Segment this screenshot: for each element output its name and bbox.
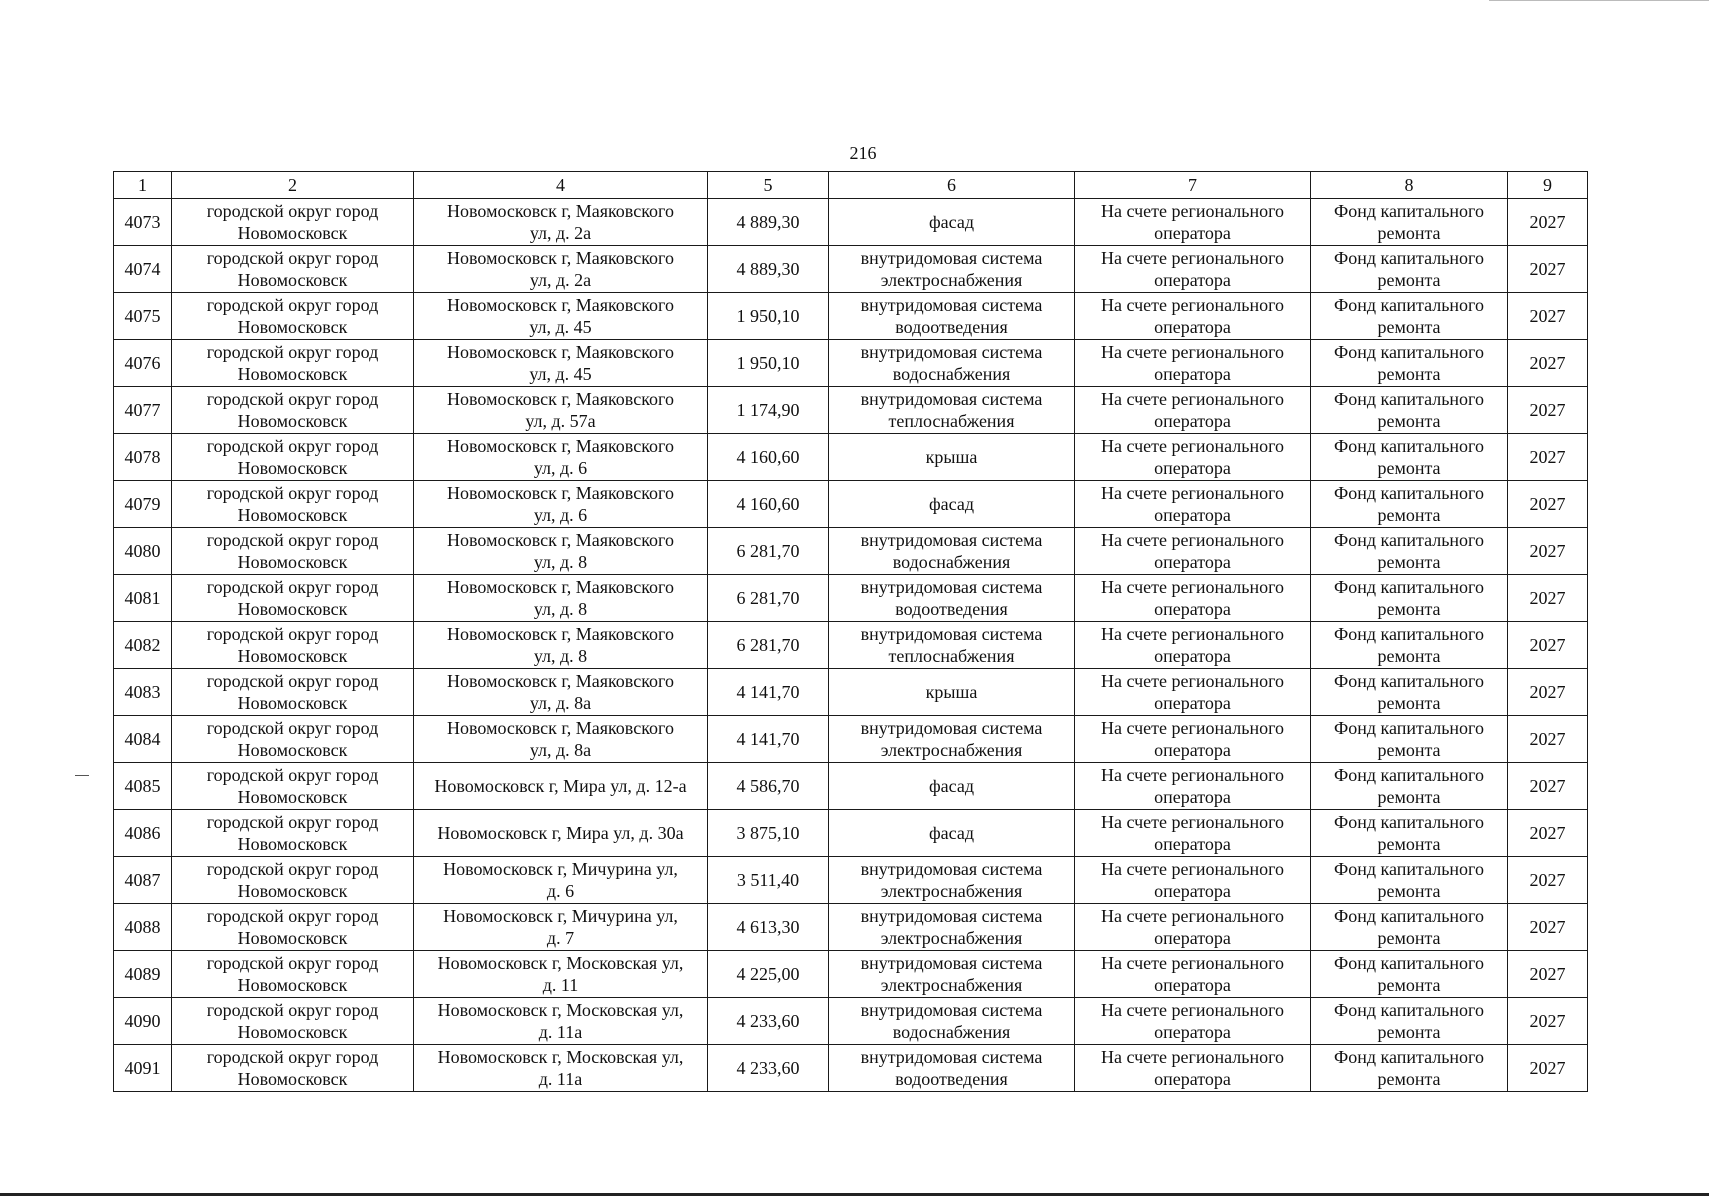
table-row: [114, 998, 1588, 1045]
cell-municipality: городской округ город Новомосковск: [172, 998, 414, 1045]
cell-year: 2027: [1508, 998, 1588, 1045]
cell-area: 3 875,10: [708, 810, 829, 857]
table-row: [114, 716, 1588, 763]
cell-year: 2027: [1508, 387, 1588, 434]
cell-funding-source: Фонд капитального ремонта: [1311, 810, 1508, 857]
cell-fund-method: На счете регионального оператора: [1075, 434, 1311, 481]
cell-municipality: городской округ город Новомосковск: [172, 951, 414, 998]
cell-address: Новомосковск г, Маяковского ул, д. 2а: [414, 246, 708, 293]
cell-address: Новомосковск г, Маяковского ул, д. 45: [414, 293, 708, 340]
header-col-4: 4: [414, 172, 708, 199]
cell-work-type: внутридомовая система водоснабжения: [829, 340, 1075, 387]
cell-fund-method: На счете регионального оператора: [1075, 199, 1311, 246]
cell-municipality: городской округ город Новомосковск: [172, 810, 414, 857]
cell-funding-source: Фонд капитального ремонта: [1311, 340, 1508, 387]
cell-row-number: 4090: [114, 998, 172, 1045]
table-body: [114, 199, 1588, 1092]
cell-municipality: городской округ город Новомосковск: [172, 575, 414, 622]
cell-area: 1 950,10: [708, 293, 829, 340]
cell-year: 2027: [1508, 716, 1588, 763]
page-number: 216: [849, 143, 877, 163]
table-row: [114, 951, 1588, 998]
table-row: [114, 763, 1588, 810]
table-row: [114, 575, 1588, 622]
cell-area: 4 889,30: [708, 246, 829, 293]
cell-work-type: внутридомовая система водоотведения: [829, 575, 1075, 622]
table-row: [114, 857, 1588, 904]
cell-funding-source: Фонд капитального ремонта: [1311, 716, 1508, 763]
cell-municipality: городской округ город Новомосковск: [172, 387, 414, 434]
cell-row-number: 4079: [114, 481, 172, 528]
cell-fund-method: На счете регионального оператора: [1075, 1045, 1311, 1092]
cell-year: 2027: [1508, 810, 1588, 857]
cell-municipality: городской округ город Новомосковск: [172, 622, 414, 669]
cell-work-type: внутридомовая система электроснабжения: [829, 951, 1075, 998]
cell-municipality: городской округ город Новомосковск: [172, 340, 414, 387]
cell-funding-source: Фонд капитального ремонта: [1311, 857, 1508, 904]
cell-row-number: 4087: [114, 857, 172, 904]
cell-funding-source: Фонд капитального ремонта: [1311, 199, 1508, 246]
cell-address: Новомосковск г, Маяковского ул, д. 57а: [414, 387, 708, 434]
cell-fund-method: На счете регионального оператора: [1075, 857, 1311, 904]
cell-address: Новомосковск г, Мира ул, д. 30а: [414, 810, 708, 857]
cell-year: 2027: [1508, 434, 1588, 481]
cell-year: 2027: [1508, 340, 1588, 387]
cell-work-type: фасад: [829, 763, 1075, 810]
cell-municipality: городской округ город Новомосковск: [172, 763, 414, 810]
cell-address: Новомосковск г, Маяковского ул, д. 8: [414, 528, 708, 575]
cell-row-number: 4075: [114, 293, 172, 340]
cell-work-type: внутридомовая система теплоснабжения: [829, 622, 1075, 669]
cell-address: Новомосковск г, Маяковского ул, д. 6: [414, 434, 708, 481]
cell-address: Новомосковск г, Маяковского ул, д. 2а: [414, 199, 708, 246]
cell-work-type: внутридомовая система электроснабжения: [829, 716, 1075, 763]
cell-year: 2027: [1508, 669, 1588, 716]
table-row: [114, 1045, 1588, 1092]
table-header: [114, 172, 1588, 199]
cell-row-number: 4080: [114, 528, 172, 575]
cell-work-type: крыша: [829, 434, 1075, 481]
cell-area: 4 233,60: [708, 998, 829, 1045]
cell-area: 4 233,60: [708, 1045, 829, 1092]
cell-work-type: внутридомовая система водоотведения: [829, 1045, 1075, 1092]
table-row: [114, 904, 1588, 951]
cell-municipality: городской округ город Новомосковск: [172, 528, 414, 575]
cell-row-number: 4086: [114, 810, 172, 857]
table-row: [114, 481, 1588, 528]
cell-year: 2027: [1508, 763, 1588, 810]
cell-fund-method: На счете регионального оператора: [1075, 716, 1311, 763]
cell-municipality: городской округ город Новомосковск: [172, 857, 414, 904]
cell-area: 4 586,70: [708, 763, 829, 810]
cell-row-number: 4073: [114, 199, 172, 246]
cell-work-type: внутридомовая система теплоснабжения: [829, 387, 1075, 434]
cell-address: Новомосковск г, Мичурина ул, д. 7: [414, 904, 708, 951]
cell-fund-method: На счете регионального оператора: [1075, 528, 1311, 575]
cell-fund-method: На счете регионального оператора: [1075, 293, 1311, 340]
cell-funding-source: Фонд капитального ремонта: [1311, 528, 1508, 575]
cell-year: 2027: [1508, 199, 1588, 246]
cell-area: 3 511,40: [708, 857, 829, 904]
header-col-9: 9: [1508, 172, 1588, 199]
cell-work-type: фасад: [829, 481, 1075, 528]
table-row: [114, 528, 1588, 575]
cell-funding-source: Фонд капитального ремонта: [1311, 1045, 1508, 1092]
cell-funding-source: Фонд капитального ремонта: [1311, 481, 1508, 528]
cell-funding-source: Фонд капитального ремонта: [1311, 293, 1508, 340]
cell-year: 2027: [1508, 528, 1588, 575]
cell-work-type: фасад: [829, 199, 1075, 246]
cell-address: Новомосковск г, Мичурина ул, д. 6: [414, 857, 708, 904]
table-row: [114, 387, 1588, 434]
cell-year: 2027: [1508, 622, 1588, 669]
cell-area: 4 141,70: [708, 716, 829, 763]
cell-fund-method: На счете регионального оператора: [1075, 387, 1311, 434]
table-row: [114, 199, 1588, 246]
cell-work-type: внутридомовая система электроснабжения: [829, 904, 1075, 951]
cell-address: Новомосковск г, Маяковского ул, д. 45: [414, 340, 708, 387]
cell-address: Новомосковск г, Маяковского ул, д. 8а: [414, 669, 708, 716]
margin-dash-mark: [75, 775, 89, 776]
cell-address: Новомосковск г, Маяковского ул, д. 6: [414, 481, 708, 528]
header-col-7: 7: [1075, 172, 1311, 199]
cell-year: 2027: [1508, 481, 1588, 528]
cell-funding-source: Фонд капитального ремонта: [1311, 951, 1508, 998]
cell-funding-source: Фонд капитального ремонта: [1311, 246, 1508, 293]
cell-row-number: 4077: [114, 387, 172, 434]
cell-row-number: 4082: [114, 622, 172, 669]
cell-row-number: 4083: [114, 669, 172, 716]
cell-year: 2027: [1508, 951, 1588, 998]
cell-funding-source: Фонд капитального ремонта: [1311, 434, 1508, 481]
cell-work-type: внутридомовая система водоснабжения: [829, 528, 1075, 575]
cell-area: 4 141,70: [708, 669, 829, 716]
cell-fund-method: На счете регионального оператора: [1075, 481, 1311, 528]
cell-funding-source: Фонд капитального ремонта: [1311, 622, 1508, 669]
cell-area: 4 889,30: [708, 199, 829, 246]
cell-row-number: 4089: [114, 951, 172, 998]
cell-address: Новомосковск г, Маяковского ул, д. 8: [414, 622, 708, 669]
cell-area: 1 174,90: [708, 387, 829, 434]
cell-municipality: городской округ город Новомосковск: [172, 716, 414, 763]
cell-address: Новомосковск г, Московская ул, д. 11: [414, 951, 708, 998]
header-col-2: 2: [172, 172, 414, 199]
cell-area: 1 950,10: [708, 340, 829, 387]
table-row: [114, 622, 1588, 669]
cell-address: Новомосковск г, Маяковского ул, д. 8а: [414, 716, 708, 763]
cell-work-type: фасад: [829, 810, 1075, 857]
cell-work-type: внутридомовая система водоотведения: [829, 293, 1075, 340]
cell-area: 6 281,70: [708, 575, 829, 622]
cell-area: 4 160,60: [708, 481, 829, 528]
capital-repair-table: [113, 171, 1588, 1092]
cell-fund-method: На счете регионального оператора: [1075, 904, 1311, 951]
cell-row-number: 4085: [114, 763, 172, 810]
header-col-6: 6: [829, 172, 1075, 199]
cell-municipality: городской округ город Новомосковск: [172, 669, 414, 716]
header-col-5: 5: [708, 172, 829, 199]
cell-municipality: городской округ город Новомосковск: [172, 1045, 414, 1092]
cell-area: 6 281,70: [708, 528, 829, 575]
cell-address: Новомосковск г, Московская ул, д. 11а: [414, 1045, 708, 1092]
cell-area: 4 613,30: [708, 904, 829, 951]
header-row: [114, 172, 1588, 199]
cell-municipality: городской округ город Новомосковск: [172, 246, 414, 293]
cell-fund-method: На счете регионального оператора: [1075, 340, 1311, 387]
cell-work-type: внутридомовая система водоснабжения: [829, 998, 1075, 1045]
cell-row-number: 4078: [114, 434, 172, 481]
cell-funding-source: Фонд капитального ремонта: [1311, 904, 1508, 951]
cell-row-number: 4074: [114, 246, 172, 293]
bottom-scan-edge: [0, 1193, 1709, 1196]
cell-year: 2027: [1508, 857, 1588, 904]
cell-row-number: 4084: [114, 716, 172, 763]
cell-municipality: городской округ город Новомосковск: [172, 293, 414, 340]
cell-area: 6 281,70: [708, 622, 829, 669]
cell-fund-method: На счете регионального оператора: [1075, 951, 1311, 998]
cell-work-type: крыша: [829, 669, 1075, 716]
cell-year: 2027: [1508, 246, 1588, 293]
cell-year: 2027: [1508, 904, 1588, 951]
cell-funding-source: Фонд капитального ремонта: [1311, 998, 1508, 1045]
cell-fund-method: На счете регионального оператора: [1075, 575, 1311, 622]
table-row: [114, 340, 1588, 387]
cell-municipality: городской округ город Новомосковск: [172, 904, 414, 951]
cell-year: 2027: [1508, 1045, 1588, 1092]
cell-year: 2027: [1508, 575, 1588, 622]
top-right-edge-line: [1489, 0, 1709, 1]
cell-work-type: внутридомовая система электроснабжения: [829, 857, 1075, 904]
cell-fund-method: На счете регионального оператора: [1075, 810, 1311, 857]
table-row: [114, 293, 1588, 340]
cell-fund-method: На счете регионального оператора: [1075, 763, 1311, 810]
cell-fund-method: На счете регионального оператора: [1075, 998, 1311, 1045]
cell-area: 4 225,00: [708, 951, 829, 998]
cell-row-number: 4076: [114, 340, 172, 387]
cell-municipality: городской округ город Новомосковск: [172, 481, 414, 528]
cell-funding-source: Фонд капитального ремонта: [1311, 763, 1508, 810]
table-row: [114, 810, 1588, 857]
cell-work-type: внутридомовая система электроснабжения: [829, 246, 1075, 293]
cell-address: Новомосковск г, Мира ул, д. 12-а: [414, 763, 708, 810]
cell-row-number: 4088: [114, 904, 172, 951]
cell-fund-method: На счете регионального оператора: [1075, 246, 1311, 293]
table-row: [114, 246, 1588, 293]
cell-fund-method: На счете регионального оператора: [1075, 669, 1311, 716]
header-col-8: 8: [1311, 172, 1508, 199]
table-row: [114, 669, 1588, 716]
header-col-1: 1: [114, 172, 172, 199]
cell-address: Новомосковск г, Маяковского ул, д. 8: [414, 575, 708, 622]
cell-address: Новомосковск г, Московская ул, д. 11а: [414, 998, 708, 1045]
cell-row-number: 4091: [114, 1045, 172, 1092]
cell-municipality: городской округ город Новомосковск: [172, 199, 414, 246]
cell-municipality: городской округ город Новомосковск: [172, 434, 414, 481]
cell-funding-source: Фонд капитального ремонта: [1311, 387, 1508, 434]
cell-fund-method: На счете регионального оператора: [1075, 622, 1311, 669]
table-row: [114, 434, 1588, 481]
cell-row-number: 4081: [114, 575, 172, 622]
cell-year: 2027: [1508, 293, 1588, 340]
cell-funding-source: Фонд капитального ремонта: [1311, 669, 1508, 716]
cell-area: 4 160,60: [708, 434, 829, 481]
cell-funding-source: Фонд капитального ремонта: [1311, 575, 1508, 622]
